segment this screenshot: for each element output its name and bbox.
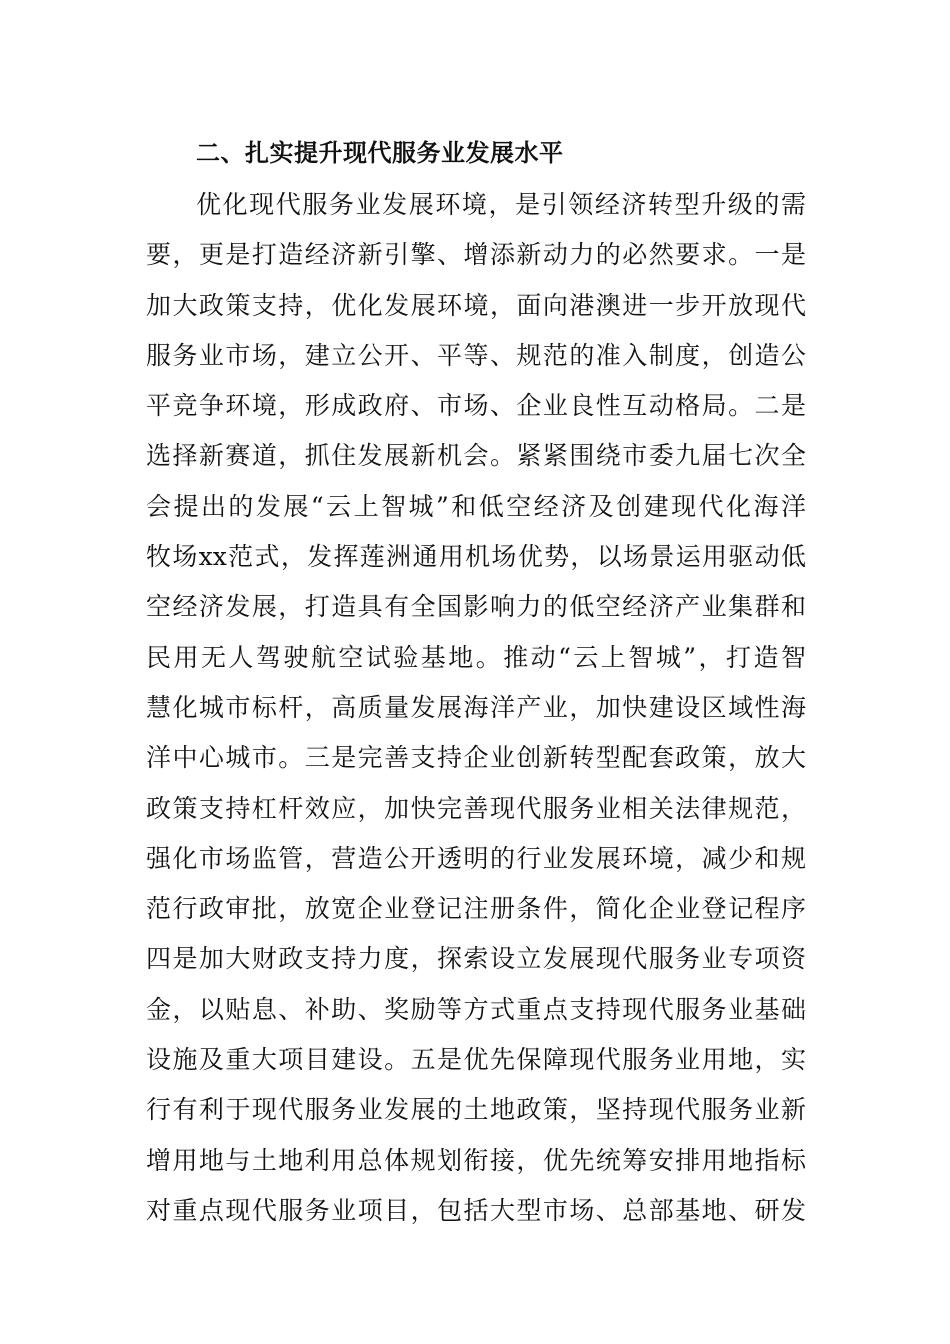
body-paragraph <box>146 180 806 1236</box>
text-line: 会提出的发展“云上智城”和低空经济及创建现代化海洋 <box>146 491 806 521</box>
text-line: 选择新赛道，抓住发展新机会。紧紧围绕市委九届七次全 <box>146 441 806 471</box>
text-line: 金，以贴息、补助、奖励等方式重点支持现代服务业基础 <box>146 994 806 1024</box>
text-line: 平竞争环境，形成政府、市场、企业良性互动格局。二是 <box>146 391 806 421</box>
text-line: 行有利于现代服务业发展的土地政策，坚持现代服务业新 <box>146 1095 806 1125</box>
text-line: 范行政审批，放宽企业登记注册条件，简化企业登记程序 <box>146 894 806 924</box>
text-line: 空经济发展，打造具有全国影响力的低空经济产业集群和 <box>146 592 806 622</box>
text-line: 强化市场监管，营造公开透明的行业发展环境，减少和规 <box>146 843 806 873</box>
text-line: 民用无人驾驶航空试验基地。推动“云上智城”，打造智 <box>146 642 806 672</box>
text-line: 设施及重大项目建设。五是优先保障现代服务业用地，实 <box>146 1045 806 1075</box>
text-line: 要，更是打造经济新引擎、增添新动力的必然要求。一是 <box>146 240 806 270</box>
text-line: 加大政策支持，优化发展环境，面向港澳进一步开放现代 <box>146 290 806 320</box>
text-line: 慧化城市标杆，高质量发展海洋产业，加快建设区域性海 <box>146 692 806 722</box>
text-line: 洋中心城市。三是完善支持企业创新转型配套政策，放大 <box>146 743 806 773</box>
text-line: 牧场xx范式，发挥莲洲通用机场优势，以场景运用驱动低 <box>146 542 806 572</box>
text-line: 四是加大财政支持力度，探索设立发展现代服务业专项资 <box>146 944 806 974</box>
text-line: 政策支持杠杆效应，加快完善现代服务业相关法律规范， <box>146 793 806 823</box>
text-line: 增用地与土地利用总体规划衔接，优先统筹安排用地指标 <box>146 1145 806 1175</box>
text-line: 对重点现代服务业项目，包括大型市场、总部基地、研发 <box>146 1195 806 1225</box>
text-line: 服务业市场，建立公开、平等、规范的准入制度，创造公 <box>146 340 806 370</box>
section-heading: 二、扎实提升现代服务业发展水平 <box>196 139 564 167</box>
text-line: 优化现代服务业发展环境，是引领经济转型升级的需 <box>196 190 806 219</box>
